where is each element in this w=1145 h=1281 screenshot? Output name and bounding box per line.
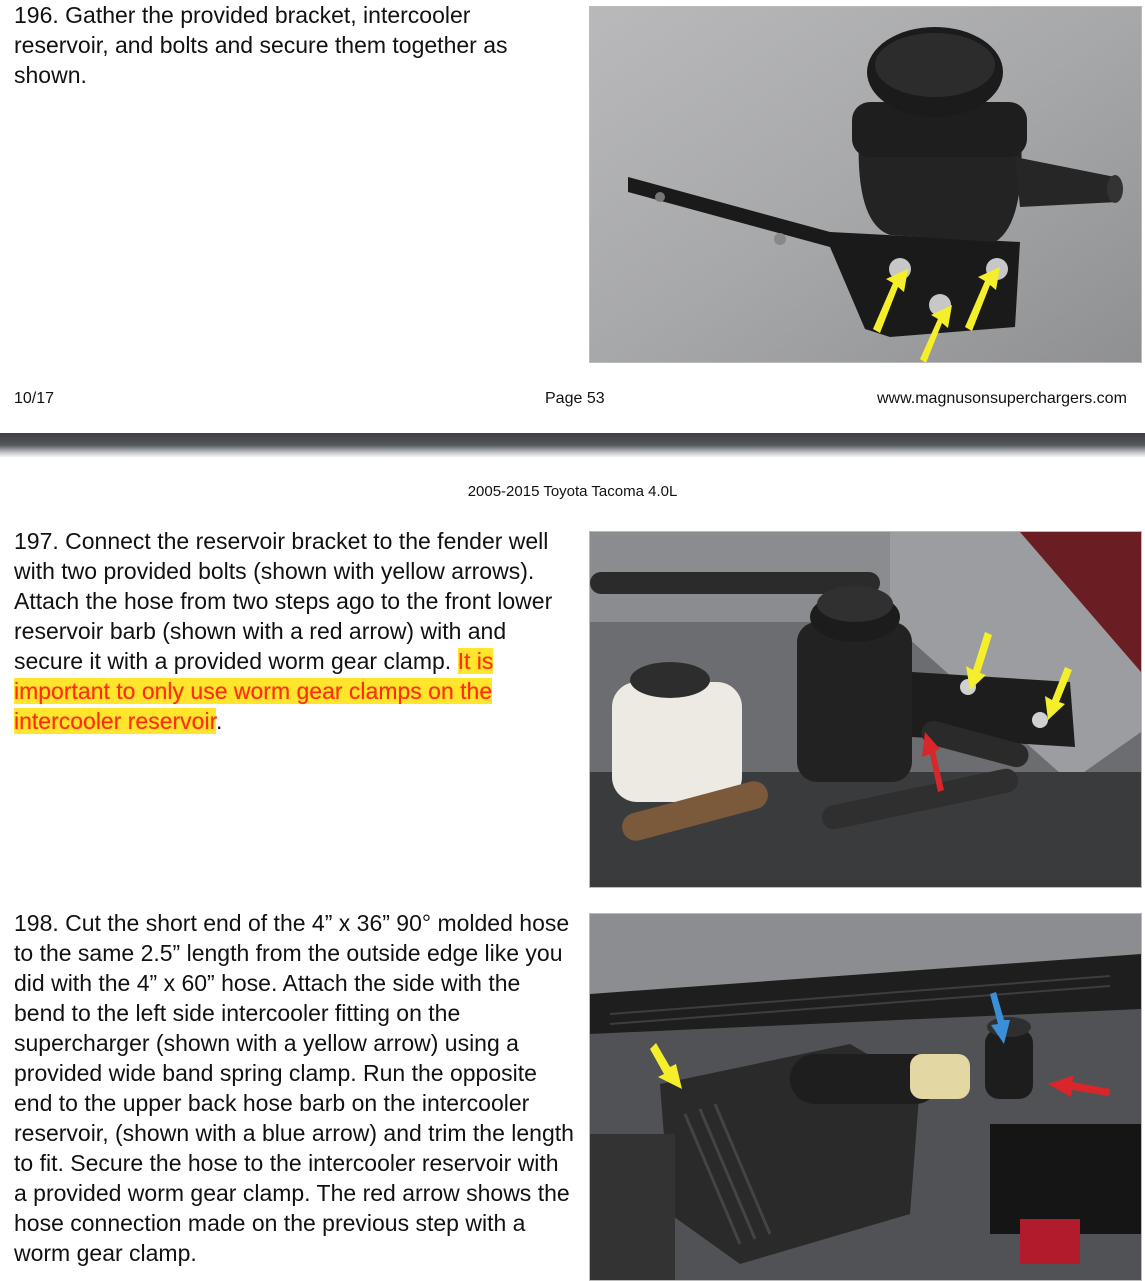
fender-well-photo [589, 531, 1142, 888]
reservoir-bracket-photo [589, 6, 1142, 363]
footer-date: 10/17 [14, 390, 55, 407]
step-197-end: . [215, 708, 223, 734]
step-197-warning-highlight: It is important to only use worm gear clamps on the intercooler reservoir [14, 648, 494, 734]
step-198-text: 198. Cut the short end of the 4” x 36” 90° molded hose to the same 2.5” length from the outside edge like you did with the 4” x 60” hose. Attach the side with the bend to the left side intercooler fitting on the supercharger (shown with a yellow arrow) using a provided wide band spring clamp. Run the opposite end to the upper back hose barb on the intercooler reservoir, (shown with a blue arrow) and trim the length to fit. Secure the hose to the intercooler reservoir with a provided worm gear clamp. The red arrow shows the hose connection made on the previous step with a worm gear clamp. [14, 910, 574, 1266]
step-197-body: 197. Connect the reservoir bracket to the fender well with two provided bolts (shown with yellow arrows). Attach the hose from two steps ago to the front lower reservoir barb (shown with a red arrow) with and secure it with a provided worm gear clamp. [14, 528, 553, 674]
footer-page-number: Page 53 [545, 390, 605, 407]
step-197-text [14, 526, 574, 736]
step-196-text: 196. Gather the provided bracket, intercooler reservoir, and bolts and secure them together as shown. [14, 2, 508, 88]
page-header: 2005-2015 Toyota Tacoma 4.0L [467, 483, 678, 500]
page-divider [0, 433, 1145, 457]
supercharger-hose-photo [589, 913, 1142, 1281]
footer-website: www.magnusonsuperchargers.com [877, 390, 1127, 407]
